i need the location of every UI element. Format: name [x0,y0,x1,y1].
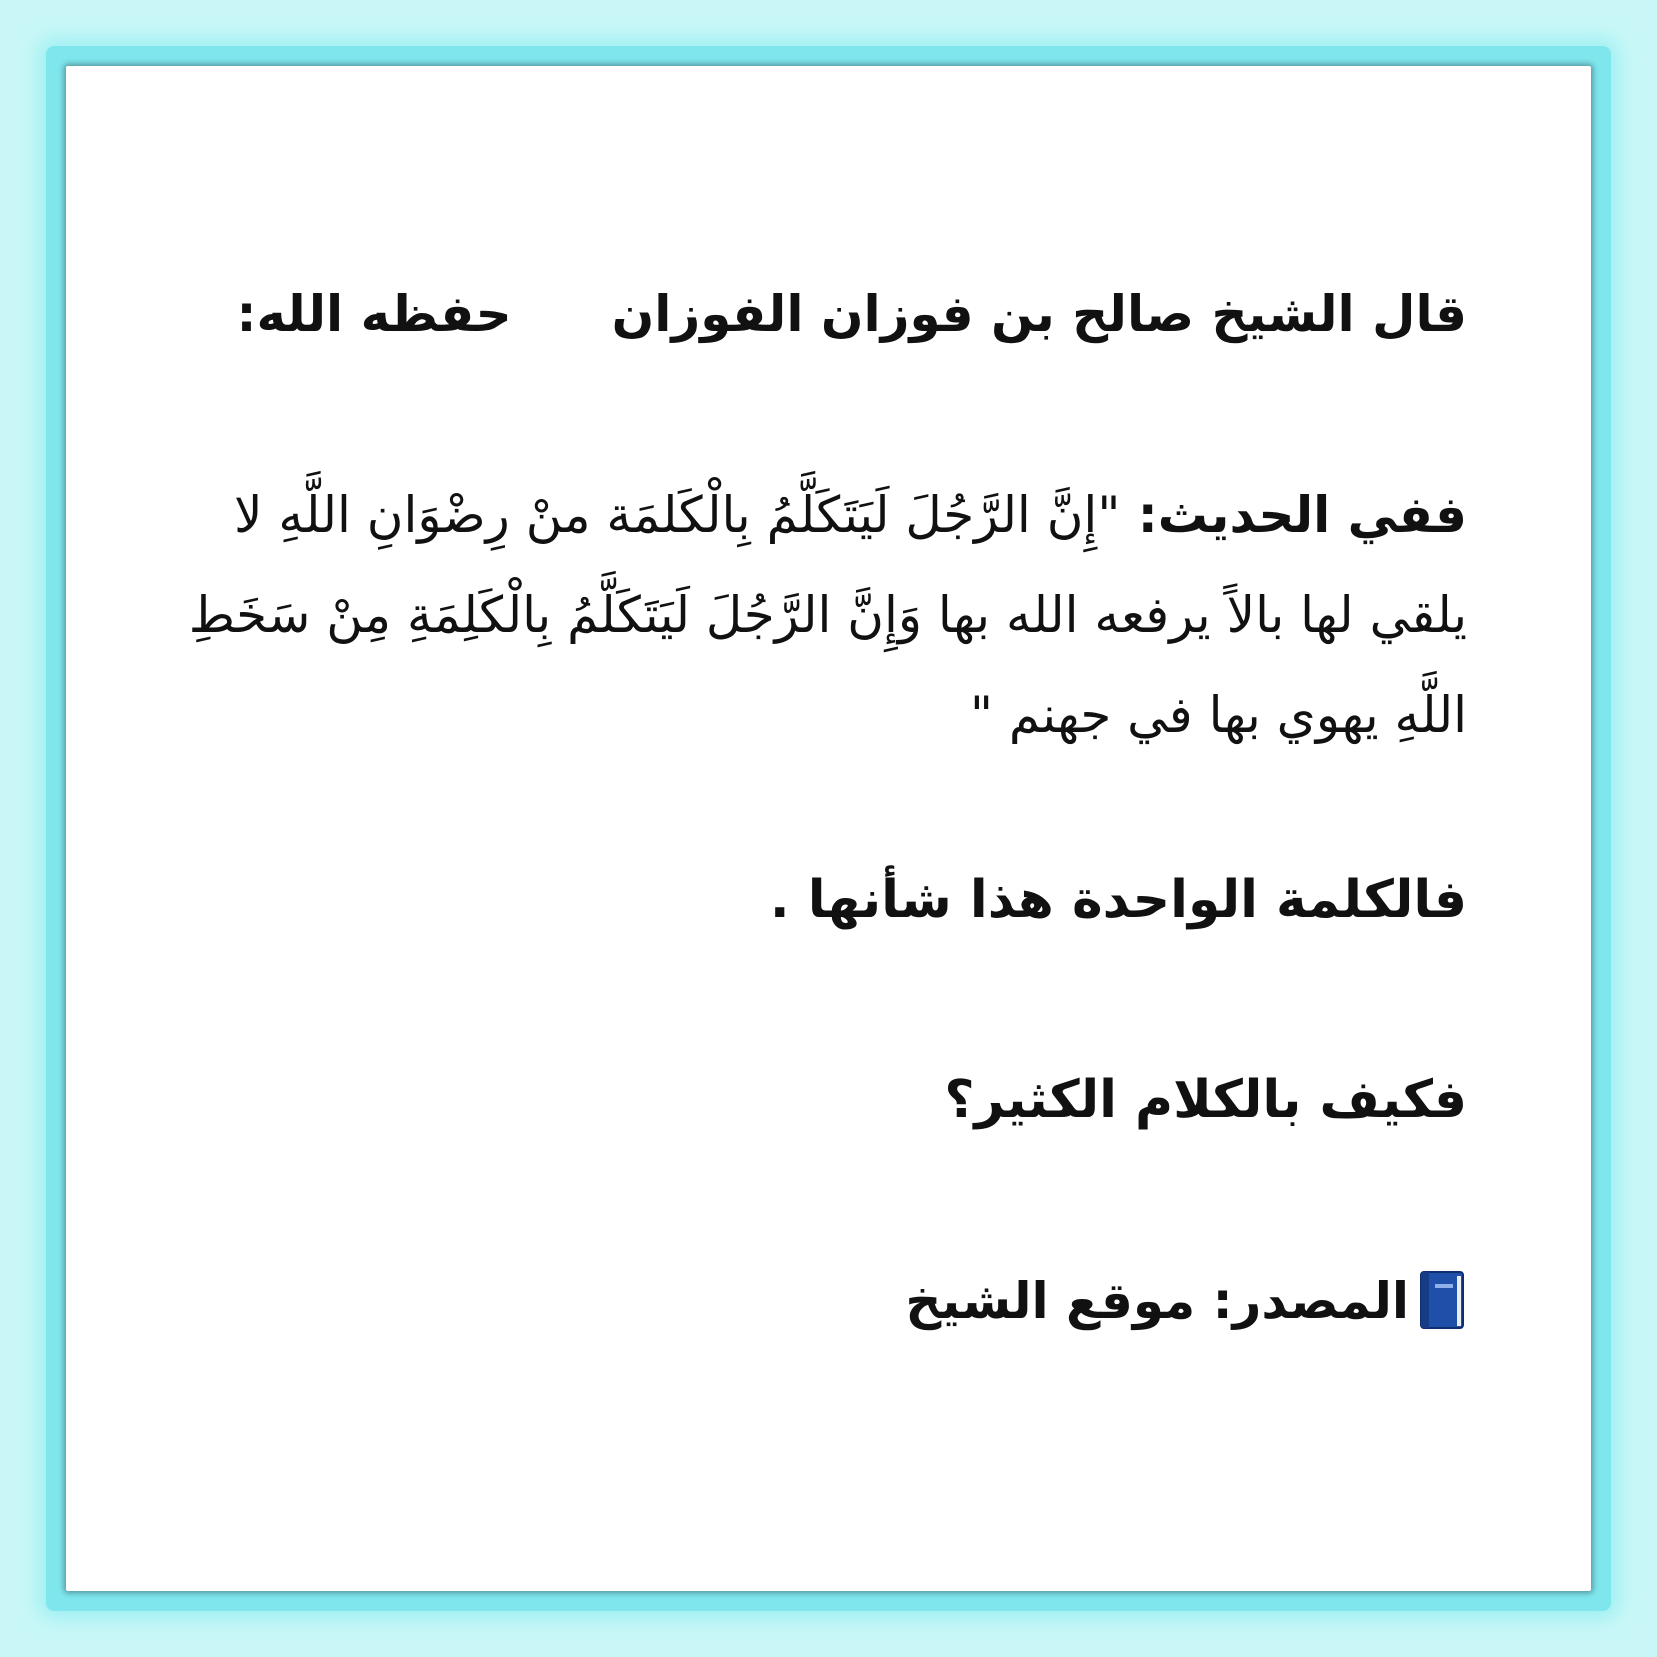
source-line [905,1270,1467,1332]
hadith-lead: ففي الحديث: [1137,486,1467,544]
hadith-text: "إِنَّ الرَّجُلَ لَيَتَكَلَّمُ بِالْكَلمَة منْ رِضْوَانِ اللَّهِ لا يلقي لها بالاً يرفعه الله بها وَإِنَّ الرَّجُلَ لَيَتَكَلَّمُ بِالْكَلِمَةِ مِنْ سَخَطِ اللَّهِ يهوي بها في جهنم " [188,486,1467,744]
source-text: المصدر: موقع الشيخ [905,1272,1409,1330]
conclusion-text: فالكلمة الواحدة هذا شأنها . [769,870,1467,930]
honorific: حفظه الله: [236,285,512,343]
blue-book-icon [1417,1270,1467,1332]
question-text: فكيف بالكلام الكثير؟ [944,1070,1467,1130]
title-line [237,285,1467,343]
scholar-name: قال الشيخ صالح بن فوزان الفوزان [611,285,1467,343]
hadith-paragraph [167,465,1467,765]
